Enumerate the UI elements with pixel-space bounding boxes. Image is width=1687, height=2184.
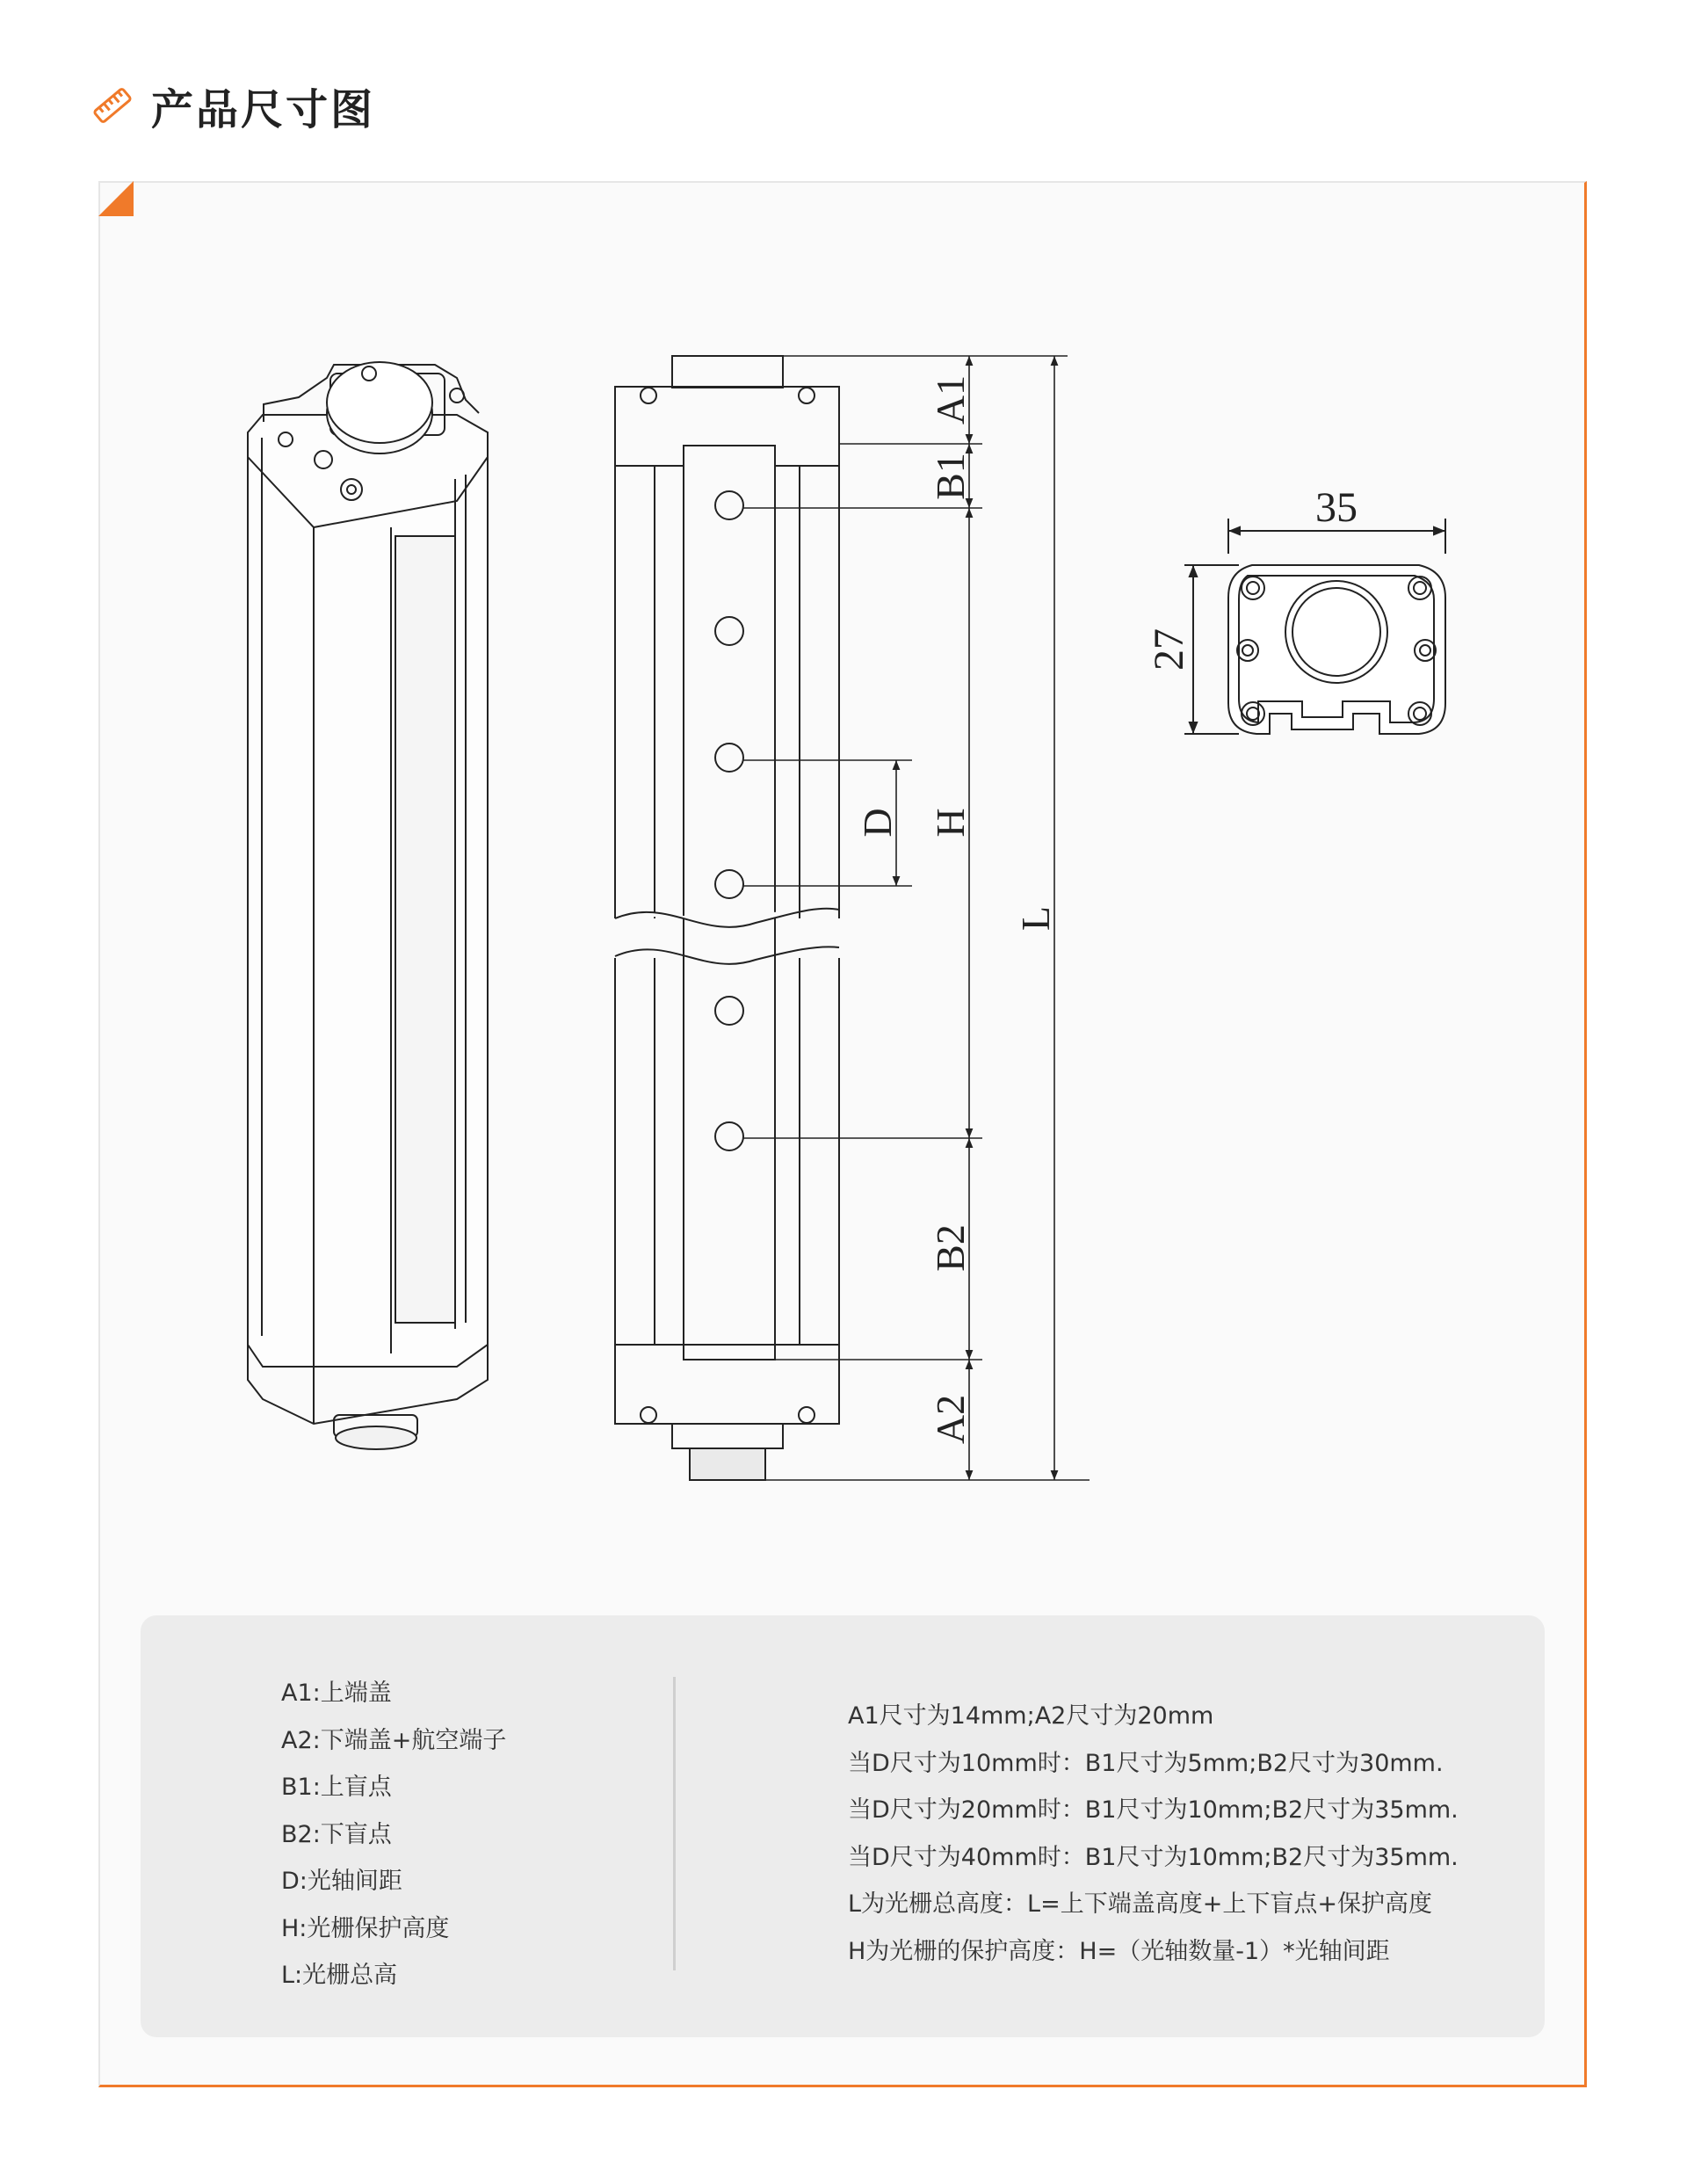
legend-item: D:光轴间距 [281, 1868, 402, 1895]
dim-label-height: 27 [1146, 628, 1192, 671]
legend-item: A2:下端盖+航空端子 [281, 1726, 507, 1754]
legend-list [281, 1670, 506, 1999]
legend-item: B1:上盲点 [281, 1774, 392, 1801]
notes-panel [141, 1615, 1545, 2037]
spec-item: A1尺寸为14mm;A2尺寸为20mm [848, 1702, 1214, 1730]
dim-label-width: 35 [1315, 484, 1358, 531]
spec-list [848, 1693, 1459, 1975]
legend-item: B2:下盲点 [281, 1820, 392, 1848]
spec-item: 当D尺寸为20mm时：B1尺寸为10mm;B2尺寸为35mm. [848, 1796, 1459, 1824]
dim-label-d: D [855, 808, 900, 838]
dim-label-a1: A1 [928, 374, 973, 425]
cross-section-view [1184, 519, 1445, 734]
legend-item: H:光栅保护高度 [281, 1914, 450, 1942]
dim-label-l: L [1013, 905, 1058, 932]
dim-label-h: H [928, 808, 973, 838]
spec-item: L为光栅总高度：L=上下端盖高度+上下盲点+保护高度 [848, 1890, 1432, 1918]
dim-label-a2: A2 [928, 1394, 973, 1445]
notes-divider [673, 1677, 676, 1970]
legend-item: A1:上端盖 [281, 1680, 392, 1707]
dim-label-b1: B1 [928, 453, 973, 500]
legend-item: L:光栅总高 [281, 1962, 398, 1989]
dim-label-b2: B2 [928, 1224, 973, 1272]
front-elevation-view [615, 356, 839, 1480]
spec-item: 当D尺寸为10mm时：B1尺寸为5mm;B2尺寸为30mm. [848, 1749, 1444, 1777]
page-title: 产品尺寸图 [151, 84, 376, 134]
spec-item: 当D尺寸为40mm时：B1尺寸为10mm;B2尺寸为35mm. [848, 1843, 1459, 1871]
spec-item: H为光栅的保护高度：H=（光轴数量-1）*光轴间距 [848, 1937, 1390, 1965]
product-isometric-view [248, 362, 488, 1449]
